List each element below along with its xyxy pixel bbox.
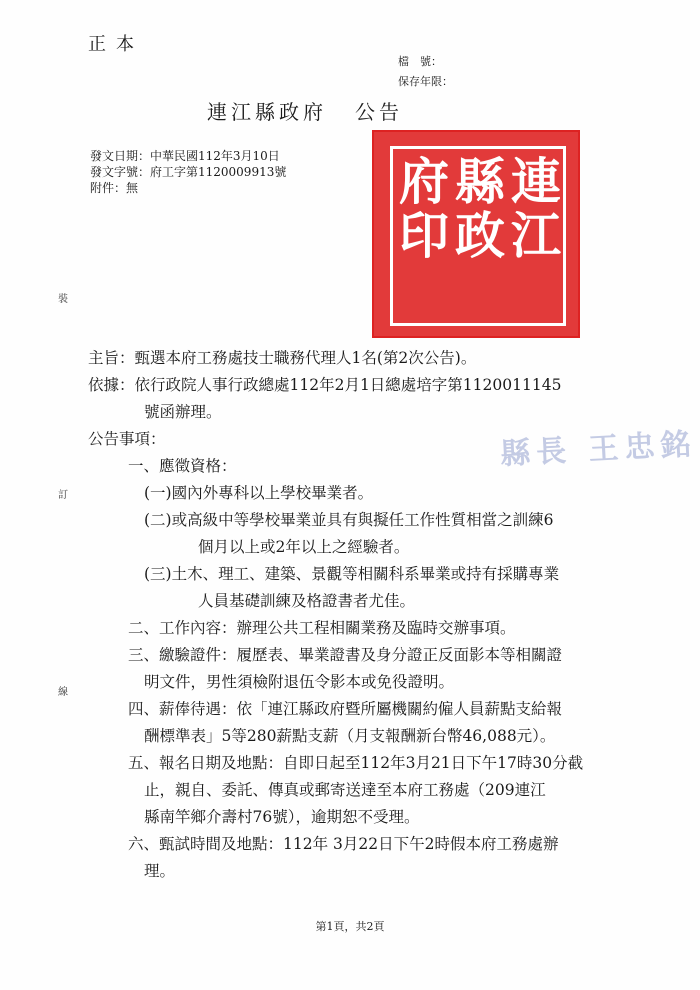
item: 六、甄試時間及地點：112年 3月22日下午2時假本府工務處辦 bbox=[128, 835, 559, 853]
item: 四、薪俸待遇：依「連江縣政府暨所屬機關約僱人員薪點支給報 bbox=[128, 700, 563, 718]
basis-line: 號函辦理。 bbox=[144, 403, 222, 421]
item-continuation: 止，親自、委託、傳真或郵寄送達至本府工務處（209連江 bbox=[144, 781, 546, 799]
issue-date: 發文日期：中華民國112年3月10日 bbox=[90, 149, 280, 163]
seal-border bbox=[390, 146, 566, 326]
copy-mark: 正本 bbox=[88, 34, 144, 55]
document-number: 發文字號：府工字第1120009913號 bbox=[90, 165, 287, 179]
seal-glyph: 印 bbox=[399, 206, 449, 265]
seal-glyph: 縣 bbox=[455, 152, 505, 211]
sub-item: (一)國內外專科以上學校畢業者。 bbox=[144, 484, 374, 502]
seal-glyph: 政 bbox=[455, 206, 505, 265]
sub-item-continuation: 人員基礎訓練及格證書者尤佳。 bbox=[198, 592, 416, 610]
binding-mark: 訂 bbox=[58, 490, 68, 501]
seal-glyph: 連 bbox=[511, 152, 561, 211]
document-body bbox=[88, 345, 648, 885]
title-type: 公告 bbox=[355, 100, 403, 124]
subject: 主旨：甄選本府工務處技士職務代理人1名(第2次公告)。 bbox=[88, 349, 477, 367]
item: 三、繳驗證件：履歷表、畢業證書及身分證正反面影本等相關證 bbox=[128, 646, 563, 664]
binding-mark: 裝 bbox=[58, 294, 68, 305]
document-meta bbox=[90, 148, 286, 196]
retention-period-label: 保存年限： bbox=[398, 75, 453, 88]
sub-item-continuation: 個月以上或2年以上之經驗者。 bbox=[198, 538, 410, 556]
item: 五、報名日期及地點：自即日起至112年3月21日下午17時30分截 bbox=[128, 754, 584, 772]
notice-heading: 公告事項： bbox=[88, 430, 166, 448]
official-seal bbox=[372, 130, 580, 338]
binding-mark: 線 bbox=[58, 687, 68, 698]
seal-glyph: 府 bbox=[399, 152, 449, 211]
signature-stamp: 縣長 王忠銘 bbox=[499, 426, 698, 473]
item-continuation: 理。 bbox=[144, 862, 176, 880]
item-continuation: 縣南竿鄉介壽村76號），逾期恕不受理。 bbox=[144, 808, 420, 826]
page-number: 第1頁，共2頁 bbox=[315, 920, 385, 933]
document-title bbox=[0, 96, 610, 125]
item-title: 一、應徵資格： bbox=[128, 457, 237, 475]
title-org: 連江縣政府 bbox=[207, 100, 327, 124]
basis-line: 依據：依行政院人事行政總處112年2月1日總處培字第1120011145 bbox=[88, 376, 562, 394]
item: 二、工作內容：辦理公共工程相關業務及臨時交辦事項。 bbox=[128, 619, 516, 637]
file-meta bbox=[398, 52, 453, 92]
sub-item: (二)或高級中等學校畢業並具有與擬任工作性質相當之訓練6 bbox=[144, 511, 554, 529]
attachment: 附件：無 bbox=[90, 181, 139, 195]
item-continuation: 酬標準表」5等280薪點支薪（月支報酬新台幣46,088元）。 bbox=[144, 727, 556, 745]
sub-item: (三)土木、理工、建築、景觀等相關科系畢業或持有採購專業 bbox=[144, 565, 560, 583]
item-continuation: 明文件，男性須檢附退伍令影本或免役證明。 bbox=[144, 673, 455, 691]
seal-glyph: 江 bbox=[511, 206, 561, 265]
file-number-label: 檔 號： bbox=[398, 55, 442, 68]
